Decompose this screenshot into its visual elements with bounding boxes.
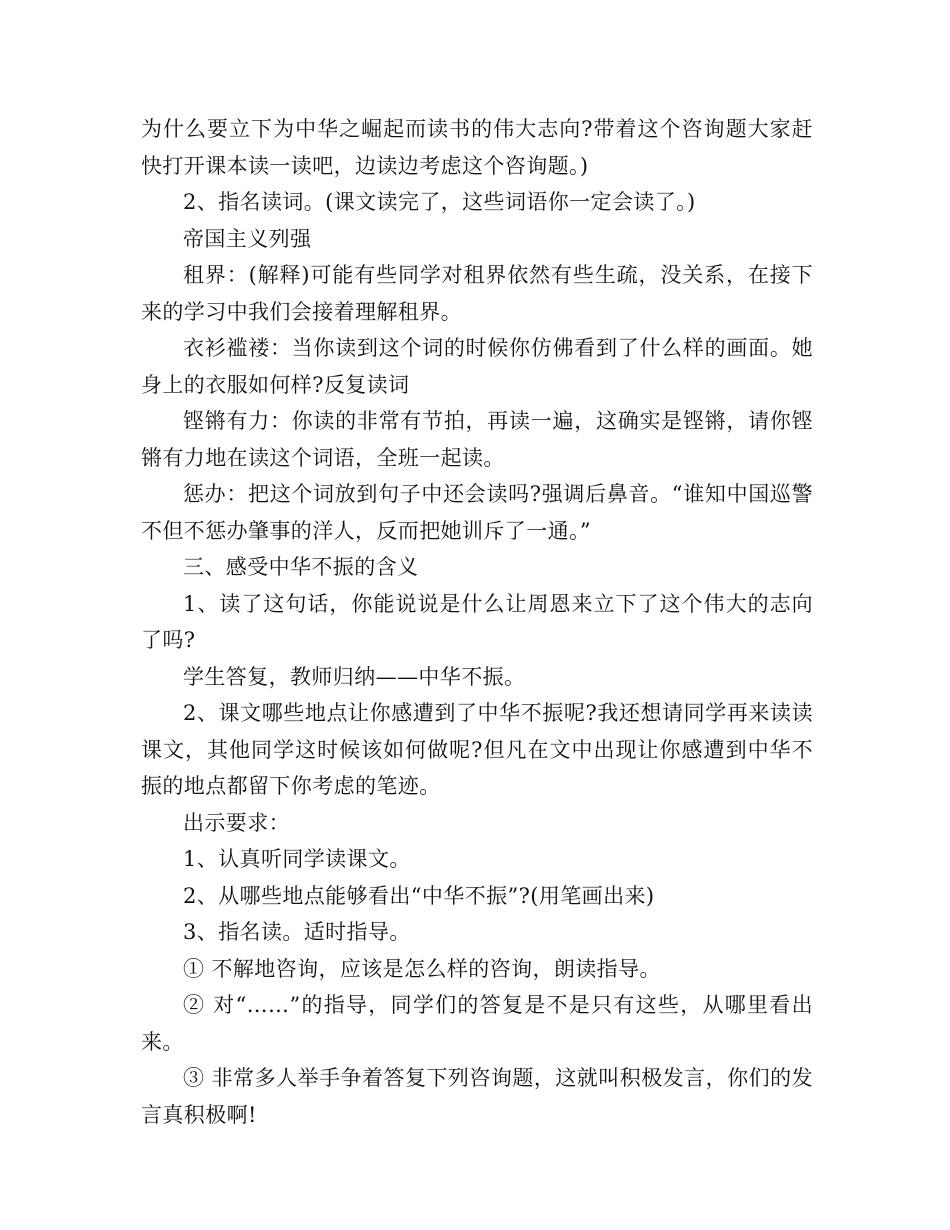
paragraph-3: 帝国主义列强 [183, 226, 312, 251]
paragraph-1: 为什么要立下为中华之崛起而读书的伟大志向?带着这个咨询题大家赶快打开课本读一读吧，边读边考虑这个咨询题。) [141, 117, 813, 178]
paragraph-4: 租界：(解释)可能有些同学对租界依然有些生疏，没关系，在接下来的学习中我们会接着理解租界。 [141, 263, 813, 324]
paragraph-6: 铿锵有力：你读的非常有节拍，再读一遍，这确实是铿锵，请你铿锵有力地在读这个词语，全班一起读。 [141, 409, 813, 470]
paragraph-2: 2、指名读词。(课文读完了，这些词语你一定会读了。) [183, 190, 696, 214]
sub-item-3: ③ 非常多人举手争着答复下列咨询题，这就叫积极发言，你们的发言真积极啊! [141, 1066, 813, 1127]
list-item-1: 1、认真听同学读课文。 [183, 847, 411, 871]
document-body [141, 111, 813, 1133]
paragraph-5: 衣衫褴褛：当你读到这个词的时候你仿佛看到了什么样的画面。她身上的衣服如何样?反复读词 [141, 336, 813, 397]
list-item-3: 3、指名读。适时指导。 [183, 920, 411, 944]
paragraph-9: 1、读了这句话，你能说说是什么让周恩来立下了这个伟大的志向了吗? [141, 591, 813, 652]
list-item-2: 2、从哪些地点能够看出“中华不振”?(用笔画出来) [183, 883, 655, 908]
sub-item-1: ① 不解地咨询，应该是怎么样的咨询，朗读指导。 [183, 956, 661, 981]
paragraph-10: 学生答复，教师归纳——中华不振。 [183, 664, 526, 689]
paragraph-11: 2、课文哪些地点让你感遭到了中华不振呢?我还想请同学再来读读课文，其他同学这时候该如何做呢?但凡在文中出现让你感遭到中华不振的地点都留下你考虑的笔迹。 [141, 701, 813, 798]
sub-item-2: ② 对“……”的指导，同学们的答复是不是只有这些，从哪里看出来。 [141, 993, 813, 1054]
paragraph-7: 惩办：把这个词放到句子中还会读吗?强调后鼻音。“谁知中国巡警不但不惩办肇事的洋人，反而把她训斥了一通。” [141, 482, 813, 543]
paragraph-12: 出示要求： [183, 810, 290, 835]
section-heading: 三、感受中华不振的含义 [183, 555, 419, 579]
